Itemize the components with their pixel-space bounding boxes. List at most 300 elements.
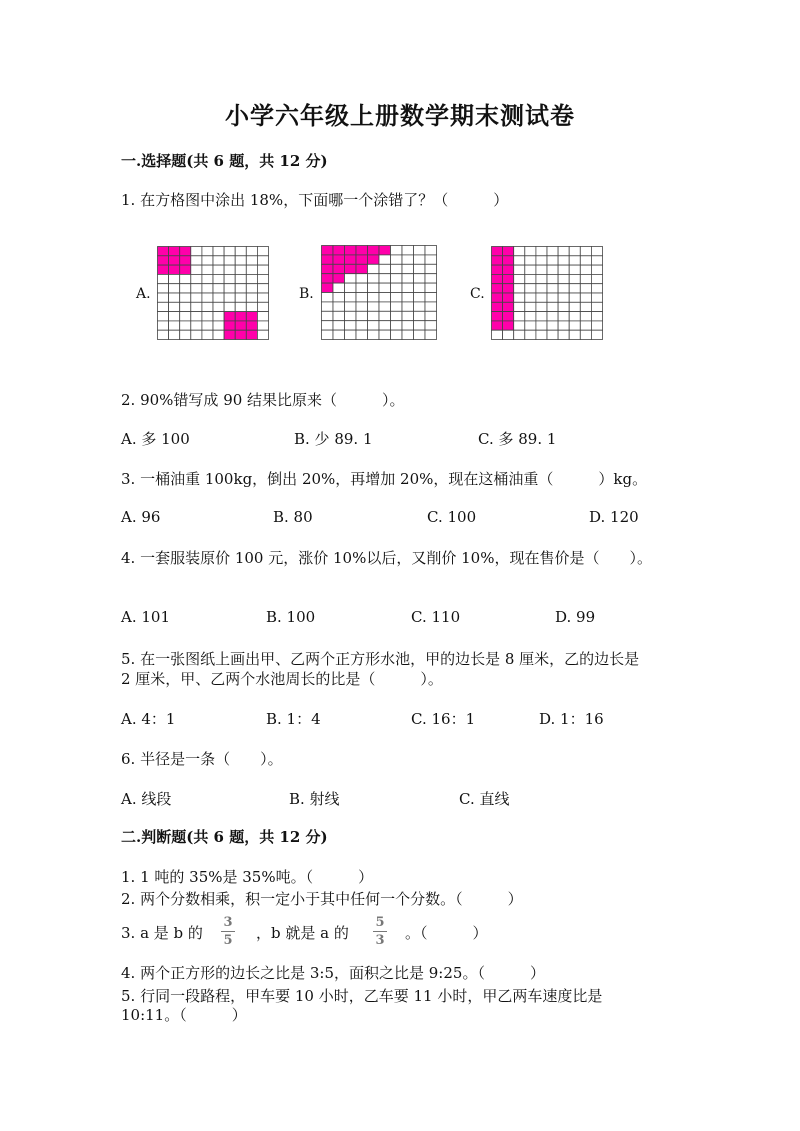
grid-cell — [345, 283, 357, 292]
grid-cell — [235, 302, 246, 311]
grid-cell — [202, 330, 213, 339]
grid-cell — [345, 264, 357, 273]
grid-option-c — [491, 246, 603, 340]
grid-cell — [224, 256, 235, 265]
grid-cell — [391, 264, 403, 273]
grid-cell — [414, 264, 426, 273]
grid-cell — [322, 311, 334, 320]
grid-cell — [391, 255, 403, 264]
grid-cell — [158, 274, 169, 283]
grid-cell — [402, 274, 414, 283]
grid-cell — [356, 283, 368, 292]
grid-cell — [169, 284, 180, 293]
grid-cell — [547, 247, 558, 256]
grid-cell — [169, 302, 180, 311]
grid-cell — [503, 321, 514, 330]
grid-cell — [246, 321, 257, 330]
grid-cell — [514, 265, 525, 274]
grid-cell — [202, 284, 213, 293]
grid-cell — [246, 330, 257, 339]
grid-cell — [569, 293, 580, 302]
grid-cell — [246, 256, 257, 265]
fraction-three-fifths — [218, 915, 238, 948]
q4-option-b: B. 100 — [266, 608, 316, 626]
grid-cell — [322, 255, 334, 264]
grid-cell — [213, 247, 224, 256]
grid-cell — [536, 330, 547, 339]
grid-cell — [257, 312, 268, 321]
grid-cell — [569, 321, 580, 330]
grid-cell — [202, 321, 213, 330]
grid-cell — [558, 302, 569, 311]
grid-cell — [169, 247, 180, 256]
q6-option-a: A. 线段 — [121, 790, 172, 808]
grid-cell — [322, 302, 334, 311]
q3-option-d: D. 120 — [589, 508, 639, 526]
grid-cell — [322, 274, 334, 283]
fraction-1-denominator: 5 — [223, 933, 233, 948]
grid-cell — [368, 311, 380, 320]
grid-cell — [169, 321, 180, 330]
grid-option-b-label: B. — [299, 286, 314, 302]
grid-cell — [514, 330, 525, 339]
grid-cell — [591, 312, 602, 321]
grid-cell — [425, 293, 437, 302]
grid-cell — [379, 293, 391, 302]
grid-cell — [414, 293, 426, 302]
grid-cell — [257, 274, 268, 283]
grid-cell — [368, 264, 380, 273]
grid-cell — [425, 264, 437, 273]
grid-cell — [379, 302, 391, 311]
grid-cell — [569, 256, 580, 265]
grid-cell — [580, 330, 591, 339]
grid-cell — [368, 274, 380, 283]
section-1-heading: 一.选择题(共 6 题，共 12 分) — [121, 152, 328, 170]
grid-cell — [514, 321, 525, 330]
fraction-2-denominator: 3 — [375, 933, 385, 948]
grid-cell — [591, 247, 602, 256]
grid-cell — [536, 312, 547, 321]
grid-cell — [180, 302, 191, 311]
grid-cell — [558, 265, 569, 274]
q5-option-c: C. 16：1 — [411, 710, 476, 728]
grid-cell — [158, 265, 169, 274]
grid-cell — [402, 321, 414, 330]
grid-cell — [235, 293, 246, 302]
grid-cell — [356, 264, 368, 273]
grid-cell — [180, 284, 191, 293]
question-2-3-part3: 。（ ） — [405, 924, 488, 942]
grid-cell — [425, 283, 437, 292]
grid-cell — [180, 274, 191, 283]
grid-cell — [379, 321, 391, 330]
grid-cell — [514, 293, 525, 302]
grid-cell — [569, 274, 580, 283]
grid-cell — [368, 302, 380, 311]
grid-cell — [158, 302, 169, 311]
grid-cell — [202, 302, 213, 311]
grid-cell — [525, 284, 536, 293]
grid-cell — [169, 293, 180, 302]
page-title: 小学六年级上册数学期末测试卷 — [225, 101, 575, 130]
fraction-five-thirds — [370, 915, 390, 948]
grid-cell — [558, 312, 569, 321]
grid-cell — [402, 283, 414, 292]
question-2-3-part1: 3. a 是 b 的 — [121, 924, 203, 942]
grid-cell — [425, 274, 437, 283]
grid-cell — [169, 256, 180, 265]
grid-cell — [169, 265, 180, 274]
grid-cell — [591, 330, 602, 339]
grid-cell — [246, 274, 257, 283]
grid-cell — [213, 256, 224, 265]
grid-cell — [536, 293, 547, 302]
grid-option-a — [157, 246, 269, 340]
grid-cell — [547, 274, 558, 283]
grid-cell — [368, 330, 380, 339]
grid-cell — [492, 302, 503, 311]
grid-cell — [158, 247, 169, 256]
grid-cell — [356, 311, 368, 320]
grid-cell — [503, 330, 514, 339]
grid-cell — [224, 247, 235, 256]
grid-cell — [191, 330, 202, 339]
grid-cell — [547, 302, 558, 311]
grid-cell — [414, 283, 426, 292]
question-1-5-line2: 2 厘米，甲、乙两个水池周长的比是（ ）。 — [121, 670, 443, 688]
grid-cell — [402, 302, 414, 311]
grid-cell — [379, 330, 391, 339]
grid-cell — [591, 321, 602, 330]
grid-cell — [379, 274, 391, 283]
grid-cell — [345, 330, 357, 339]
grid-cell — [246, 293, 257, 302]
grid-cell — [591, 256, 602, 265]
question-2-5-line1: 5. 行同一段路程，甲车要 10 小时，乙车要 11 小时，甲乙两车速度比是 — [121, 987, 603, 1005]
grid-cell — [169, 274, 180, 283]
grid-cell — [580, 321, 591, 330]
grid-cell — [224, 284, 235, 293]
grid-cell — [180, 321, 191, 330]
grid-cell — [180, 247, 191, 256]
grid-cell — [414, 255, 426, 264]
grid-cell — [391, 274, 403, 283]
grid-cell — [525, 302, 536, 311]
q2-option-b: B. 少 89. 1 — [294, 430, 373, 448]
grid-cell — [191, 321, 202, 330]
q6-option-c: C. 直线 — [459, 790, 510, 808]
grid-cell — [558, 247, 569, 256]
q5-option-d: D. 1：16 — [539, 710, 604, 728]
grid-cell — [379, 311, 391, 320]
grid-cell — [414, 321, 426, 330]
grid-cell — [503, 284, 514, 293]
grid-cell — [322, 293, 334, 302]
grid-cell — [547, 256, 558, 265]
grid-cell — [191, 293, 202, 302]
grid-cell — [425, 311, 437, 320]
grid-cell — [202, 274, 213, 283]
question-2-3-part2: ，b 就是 a 的 — [256, 924, 349, 942]
grid-cell — [368, 283, 380, 292]
grid-cell — [202, 312, 213, 321]
grid-cell — [180, 256, 191, 265]
grid-option-a-label: A. — [136, 286, 151, 302]
q4-option-a: A. 101 — [121, 608, 170, 626]
grid-cell — [322, 321, 334, 330]
grid-cell — [391, 321, 403, 330]
grid-cell — [333, 264, 345, 273]
grid-cell — [158, 330, 169, 339]
grid-cell — [158, 321, 169, 330]
q4-option-c: C. 110 — [411, 608, 461, 626]
grid-cell — [402, 311, 414, 320]
q3-option-c: C. 100 — [427, 508, 477, 526]
grid-cell — [503, 274, 514, 283]
grid-cell — [414, 274, 426, 283]
grid-cell — [202, 247, 213, 256]
grid-cell — [224, 265, 235, 274]
grid-cell — [356, 255, 368, 264]
grid-cell — [246, 302, 257, 311]
grid-cell — [503, 293, 514, 302]
grid-cell — [536, 321, 547, 330]
grid-cell — [333, 311, 345, 320]
question-2-5-line2: 10:11。（ ） — [121, 1006, 247, 1024]
grid-cell — [224, 274, 235, 283]
grid-cell — [356, 330, 368, 339]
grid-cell — [333, 330, 345, 339]
grid-cell — [356, 246, 368, 255]
grid-cell — [356, 321, 368, 330]
grid-cell — [345, 311, 357, 320]
grid-cell — [257, 293, 268, 302]
grid-cell — [414, 302, 426, 311]
grid-cell — [547, 293, 558, 302]
grid-cell — [379, 264, 391, 273]
grid-cell — [536, 247, 547, 256]
grid-cell — [224, 293, 235, 302]
q4-option-d: D. 99 — [555, 608, 596, 626]
grid-cell — [356, 274, 368, 283]
grid-cell — [591, 274, 602, 283]
grid-cell — [322, 283, 334, 292]
grid-cell — [257, 330, 268, 339]
q3-option-b: B. 80 — [273, 508, 313, 526]
grid-cell — [213, 293, 224, 302]
grid-cell — [402, 246, 414, 255]
grid-cell — [547, 321, 558, 330]
grid-cell — [257, 256, 268, 265]
grid-cell — [547, 330, 558, 339]
grid-cell — [492, 321, 503, 330]
grid-cell — [224, 302, 235, 311]
grid-cell — [333, 283, 345, 292]
grid-cell — [525, 247, 536, 256]
grid-cell — [425, 321, 437, 330]
grid-cell — [322, 330, 334, 339]
grid-cell — [379, 283, 391, 292]
grid-cell — [235, 330, 246, 339]
grid-cell — [492, 274, 503, 283]
grid-cell — [580, 284, 591, 293]
section-2-heading: 二.判断题(共 6 题，共 12 分) — [121, 828, 328, 846]
grid-cell — [536, 284, 547, 293]
grid-cell — [425, 255, 437, 264]
grid-cell — [525, 321, 536, 330]
grid-cell — [368, 321, 380, 330]
grid-cell — [356, 302, 368, 311]
grid-cell — [569, 265, 580, 274]
grid-cell — [345, 274, 357, 283]
grid-cell — [558, 256, 569, 265]
grid-cell — [224, 321, 235, 330]
grid-cell — [235, 321, 246, 330]
grid-cell — [180, 265, 191, 274]
grid-cell — [536, 265, 547, 274]
grid-cell — [547, 265, 558, 274]
grid-cell — [345, 293, 357, 302]
grid-cell — [391, 246, 403, 255]
grid-cell — [492, 265, 503, 274]
grid-cell — [180, 312, 191, 321]
grid-cell — [246, 265, 257, 274]
grid-cell — [322, 246, 334, 255]
grid-cell — [213, 265, 224, 274]
fraction-2-numerator: 5 — [375, 915, 385, 930]
grid-cell — [213, 274, 224, 283]
grid-cell — [580, 265, 591, 274]
grid-cell — [213, 284, 224, 293]
grid-cell — [503, 247, 514, 256]
grid-cell — [492, 256, 503, 265]
question-1-3: 3. 一桶油重 100kg，倒出 20%，再增加 20%，现在这桶油重（ ）kg。 — [121, 470, 648, 488]
grid-cell — [391, 330, 403, 339]
grid-cell — [246, 247, 257, 256]
grid-cell — [525, 265, 536, 274]
grid-cell — [580, 247, 591, 256]
grid-cell — [514, 256, 525, 265]
grid-cell — [180, 293, 191, 302]
grid-cell — [514, 274, 525, 283]
question-2-4: 4. 两个正方形的边长之比是 3:5，面积之比是 9:25。（ ） — [121, 964, 545, 982]
grid-cell — [180, 330, 191, 339]
fraction-1-numerator: 3 — [223, 915, 233, 930]
grid-cell — [235, 256, 246, 265]
grid-cell — [558, 274, 569, 283]
grid-cell — [525, 293, 536, 302]
grid-cell — [525, 274, 536, 283]
grid-cell — [368, 246, 380, 255]
grid-cell — [402, 330, 414, 339]
grid-cell — [257, 265, 268, 274]
grid-cell — [333, 255, 345, 264]
question-1-4: 4. 一套服装原价 100 元，涨价 10%以后，又削价 10%，现在售价是（ ）。 — [121, 549, 652, 567]
grid-cell — [569, 247, 580, 256]
grid-cell — [492, 247, 503, 256]
grid-cell — [345, 302, 357, 311]
grid-cell — [333, 302, 345, 311]
grid-cell — [257, 284, 268, 293]
grid-cell — [158, 293, 169, 302]
grid-cell — [191, 284, 202, 293]
grid-cell — [368, 255, 380, 264]
grid-cell — [235, 265, 246, 274]
grid-cell — [536, 302, 547, 311]
question-2-1: 1. 1 吨的 35%是 35%吨。（ ） — [121, 868, 374, 886]
grid-cell — [580, 274, 591, 283]
grid-cell — [580, 312, 591, 321]
question-1-6: 6. 半径是一条（ ）。 — [121, 750, 283, 768]
q3-option-a: A. 96 — [121, 508, 161, 526]
grid-cell — [191, 256, 202, 265]
grid-cell — [402, 264, 414, 273]
grid-cell — [503, 256, 514, 265]
grid-option-c-label: C. — [470, 286, 485, 302]
grid-cell — [202, 293, 213, 302]
grid-cell — [191, 265, 202, 274]
grid-cell — [333, 246, 345, 255]
grid-cell — [569, 330, 580, 339]
grid-cell — [569, 302, 580, 311]
grid-cell — [414, 246, 426, 255]
grid-cell — [492, 330, 503, 339]
grid-cell — [402, 255, 414, 264]
grid-cell — [322, 264, 334, 273]
grid-cell — [345, 321, 357, 330]
grid-cell — [547, 284, 558, 293]
grid-cell — [391, 283, 403, 292]
grid-cell — [525, 312, 536, 321]
grid-cell — [591, 284, 602, 293]
grid-cell — [514, 247, 525, 256]
grid-cell — [213, 302, 224, 311]
grid-cell — [580, 293, 591, 302]
grid-cell — [503, 302, 514, 311]
grid-cell — [425, 330, 437, 339]
grid-cell — [345, 255, 357, 264]
grid-cell — [158, 256, 169, 265]
grid-cell — [257, 247, 268, 256]
question-1-1: 1. 在方格图中涂出 18%，下面哪一个涂错了？（ ） — [121, 191, 509, 209]
grid-cell — [580, 302, 591, 311]
grid-cell — [391, 311, 403, 320]
grid-cell — [414, 311, 426, 320]
grid-cell — [536, 256, 547, 265]
grid-cell — [414, 330, 426, 339]
grid-option-b — [321, 245, 437, 340]
grid-cell — [558, 321, 569, 330]
grid-cell — [213, 330, 224, 339]
grid-cell — [425, 246, 437, 255]
q6-option-b: B. 射线 — [289, 790, 340, 808]
grid-cell — [191, 274, 202, 283]
grid-cell — [202, 265, 213, 274]
grid-cell — [158, 312, 169, 321]
grid-cell — [503, 312, 514, 321]
grid-cell — [235, 284, 246, 293]
grid-cell — [224, 312, 235, 321]
grid-cell — [492, 293, 503, 302]
grid-cell — [492, 312, 503, 321]
grid-cell — [235, 247, 246, 256]
grid-cell — [213, 321, 224, 330]
question-2-2: 2. 两个分数相乘，积一定小于其中任何一个分数。（ ） — [121, 890, 523, 908]
grid-cell — [503, 265, 514, 274]
grid-cell — [525, 256, 536, 265]
grid-cell — [191, 302, 202, 311]
